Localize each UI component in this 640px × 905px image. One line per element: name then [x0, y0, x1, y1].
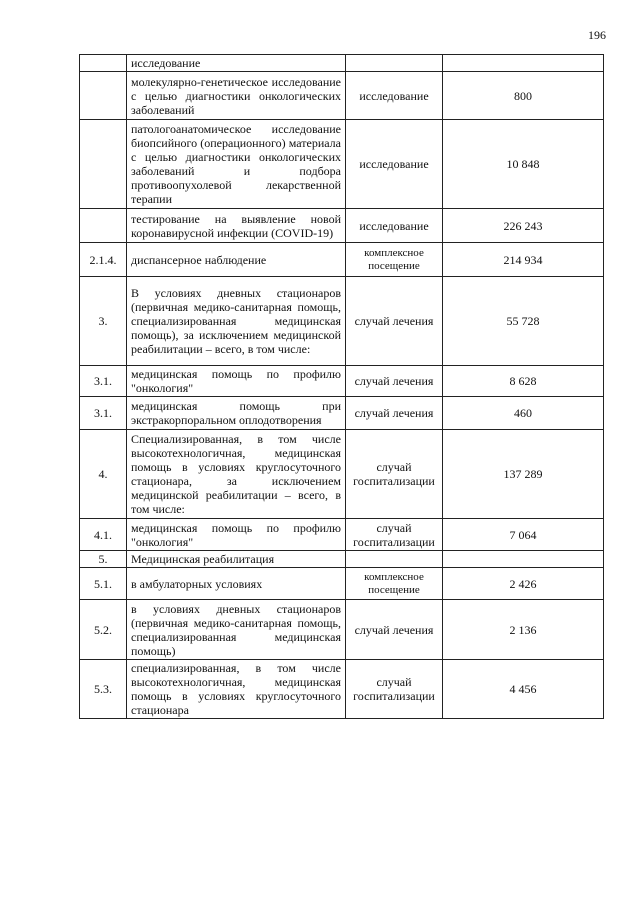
row-unit	[346, 551, 443, 568]
row-number: 2.1.4.	[80, 243, 127, 277]
row-value: 214 934	[443, 243, 604, 277]
row-number	[80, 55, 127, 72]
row-value: 800	[443, 72, 604, 120]
row-value: 4 456	[443, 660, 604, 719]
row-name: Медицинская реабилитация	[127, 551, 346, 568]
row-number	[80, 209, 127, 243]
row-name: в условиях дневных стационаров (первичная медико-санитарная помощь, специализированная медицинская помощь)	[127, 600, 346, 660]
row-unit: случай госпитализации	[346, 660, 443, 719]
row-number: 4.	[80, 430, 127, 519]
table-row	[80, 72, 604, 120]
row-name: В условиях дневных стационаров (первичная медико-санитарная помощь, специализированная медицинская помощь), за исключением медицинской реабилитации – всего, в том числе:	[127, 277, 346, 366]
row-name: диспансерное наблюдение	[127, 243, 346, 277]
row-value: 2 426	[443, 568, 604, 600]
table-row	[80, 568, 604, 600]
row-unit: исследование	[346, 72, 443, 120]
row-number: 5.3.	[80, 660, 127, 719]
row-number: 4.1.	[80, 519, 127, 551]
row-name: медицинская помощь по профилю "онкология"	[127, 366, 346, 397]
row-unit: случай госпитализации	[346, 519, 443, 551]
row-unit: случай госпитализации	[346, 430, 443, 519]
table-row	[80, 551, 604, 568]
row-number	[80, 72, 127, 120]
row-value: 226 243	[443, 209, 604, 243]
table-row	[80, 660, 604, 719]
row-value: 55 728	[443, 277, 604, 366]
row-value: 10 848	[443, 120, 604, 209]
table-row	[80, 209, 604, 243]
row-value	[443, 551, 604, 568]
row-unit: случай лечения	[346, 277, 443, 366]
row-number: 3.1.	[80, 366, 127, 397]
table-row	[80, 600, 604, 660]
row-unit	[346, 55, 443, 72]
row-name: тестирование на выявление новой коронавирусной инфекции (COVID-19)	[127, 209, 346, 243]
row-name: исследование	[127, 55, 346, 72]
row-name: в амбулаторных условиях	[127, 568, 346, 600]
row-value: 8 628	[443, 366, 604, 397]
row-name: специализированная, в том числе высокотехнологичная, медицинская помощь в условиях круглосуточного стационара	[127, 660, 346, 719]
table-row	[80, 243, 604, 277]
row-name: медицинская помощь при экстракорпоральном оплодотворения	[127, 397, 346, 430]
row-number	[80, 120, 127, 209]
row-name: медицинская помощь по профилю "онкология"	[127, 519, 346, 551]
row-name: патологоанатомическое исследование биопсийного (операционного) материала с целью диагностики онкологических заболеваний и подбора противоопухолевой лекарственной терапии	[127, 120, 346, 209]
row-unit: случай лечения	[346, 397, 443, 430]
row-number: 3.1.	[80, 397, 127, 430]
table-row	[80, 397, 604, 430]
table-row	[80, 430, 604, 519]
row-name: Специализированная, в том числе высокотехнологичная, медицинская помощь в условиях круглосуточного стационара, за исключением медицинской реабилитации – всего, в том числе:	[127, 430, 346, 519]
row-value: 137 289	[443, 430, 604, 519]
table-row	[80, 277, 604, 366]
row-value: 2 136	[443, 600, 604, 660]
row-value: 460	[443, 397, 604, 430]
row-unit: исследование	[346, 120, 443, 209]
table-row	[80, 55, 604, 72]
row-number: 5.	[80, 551, 127, 568]
row-value	[443, 55, 604, 72]
row-unit: исследование	[346, 209, 443, 243]
table-row	[80, 366, 604, 397]
services-volume-table	[79, 54, 604, 719]
row-unit: случай лечения	[346, 366, 443, 397]
row-number: 3.	[80, 277, 127, 366]
table-row	[80, 120, 604, 209]
row-unit: комплексное посещение	[346, 243, 443, 277]
row-unit: комплексное посещение	[346, 568, 443, 600]
row-number: 5.1.	[80, 568, 127, 600]
row-unit: случай лечения	[346, 600, 443, 660]
row-value: 7 064	[443, 519, 604, 551]
table-row	[80, 519, 604, 551]
row-name: молекулярно-генетическое исследование с целью диагностики онкологических заболеваний	[127, 72, 346, 120]
row-number: 5.2.	[80, 600, 127, 660]
page-number: 196	[588, 28, 606, 42]
